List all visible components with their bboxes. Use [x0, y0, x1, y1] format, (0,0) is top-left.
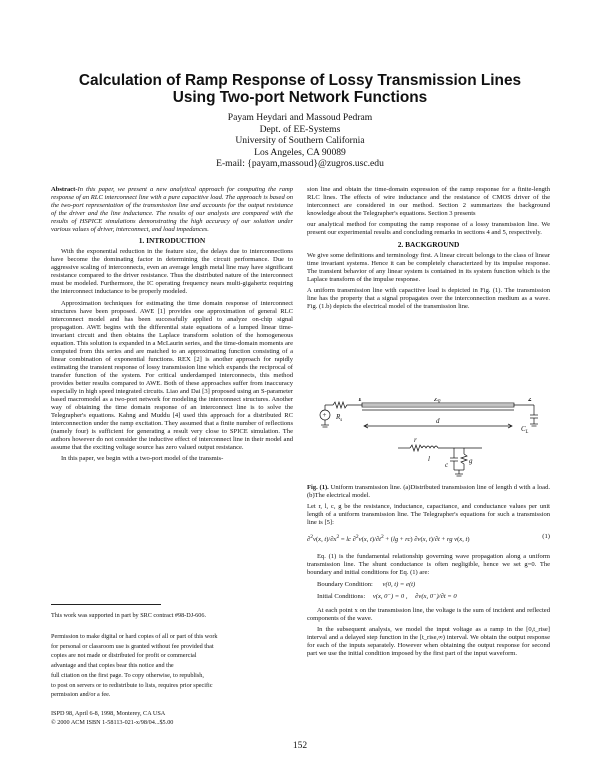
- node-2-label: 2: [528, 398, 532, 403]
- support-footnote: This work was supported in part by SRC contract #98-DJ-606.: [51, 612, 207, 619]
- intro-heading: 1. INTRODUCTION: [138, 236, 206, 246]
- figure-1-circuit: [314, 398, 550, 478]
- parameters-paragraph: Let r, l, c, g be the resistance, inductance, capacitance, and conductance values per unit length of a uniform transmission line. The Telegrapher's equations for such a transmission line is [5]:: [307, 503, 550, 527]
- left-column: [51, 186, 293, 467]
- permission-line: for personal or classroom use is granted without fee provided that: [51, 642, 214, 650]
- node-1-label: 1: [358, 398, 362, 403]
- intro-continuation-2: our analytical method for computing the ramp response of a lossy transmission line. We present our experimental results and concluding remarks in sections 4 and 5, respectively.: [307, 221, 550, 237]
- title-line-1: Calculation of Ramp Response of Lossy Transmission Lines: [78, 72, 522, 89]
- intro-paragraph-1: With the exponential reduction in the feature size, the delays due to interconnections have become the dominating factor in determining the circuit performance. Due to aggressive scaling of interconnects, even an average length metal line may have significant resistance compared to the driver resistance. Thus the distributed nature of the interconnect must be modeled. Furthermore, the IC operating frequency nears multi-gigahertz requiring the interconnect inductance to be properly modeled.: [51, 248, 293, 296]
- permission-line: permission and/or a fee.: [51, 691, 111, 699]
- permission-notice: [51, 632, 293, 700]
- wave-paragraph: At each point x on the transmission line, the voltage is the sum of incident and reflected components of the wave.: [307, 606, 550, 622]
- g-label: g: [469, 457, 473, 465]
- background-paragraph-2: A uniform transmission line with capacitive load is depicted in Fig. (1). The transmission line has the property that a signal propagates over the interconnection medium as a wave. Fig. (1.b) depicts the electrical model of the transmission line.: [307, 287, 550, 311]
- rs-label-main: R: [336, 413, 341, 421]
- author-university: University of Southern California: [235, 135, 365, 147]
- paper-title: [0, 72, 600, 106]
- cl-label-sub: L: [525, 430, 529, 435]
- bc-label: Boundary Condition:: [317, 580, 373, 588]
- right-column-top: [307, 186, 550, 315]
- caption-text: Uniform transmission line. (a)Distributed transmission line of length d with a load. (b)The electrical model.: [307, 484, 550, 499]
- equation-1-number: (1): [542, 532, 550, 540]
- figure-1-caption: [307, 484, 550, 500]
- abstract: [51, 186, 293, 234]
- z0-label-sub: 0: [437, 399, 441, 405]
- caption-label: Fig. (1).: [307, 484, 329, 491]
- abstract-text: In this paper, we present a new analytical approach for computing the ramp response of an RLC interconnect line with a pure capacitive load. The approach is based on the two-port representation of the transmission line and accounts for the output resistance of the driver and the line inductance. The results of our analysis are compared with the results of HSPICE simulations demonstrating the high accuracy of our solution under various values of driver, interconnect, and load impedances.: [51, 186, 293, 233]
- cl-label-main: C: [521, 425, 526, 433]
- venue-line: ISPD 98, April 6-8, 1998, Monterey, CA USA: [51, 710, 166, 717]
- author-dept: Dept. of EE-Systems: [259, 123, 341, 135]
- background-paragraph-1: We give some definitions and terminology first. A linear circuit belongs to the class of linear time invariant systems. Hence it can be completely characterized by its impulse response. The transient behavior of any linear system is contained in its system function which is the Laplace transform of the impulse response.: [307, 251, 550, 283]
- r-label: r: [414, 436, 417, 444]
- permission-line: copies are not made or distributed for profit or commercial: [51, 652, 197, 660]
- initial-conditions: [317, 593, 550, 601]
- l-label: l: [428, 455, 430, 463]
- abstract-label: Abstract-: [51, 186, 78, 193]
- cl-label: [521, 425, 529, 435]
- intro-continuation: sion line and obtain the time-domain expression of the ramp response for a finite-length RLC lines. The effects of wire inductance and the resistance of CMOS driver of the interconnect are considered in our method. Section 2 summarizes the background knowledge about the Telegrapher's equations. Section 3 presents: [307, 186, 550, 217]
- conductance-g-icon: [461, 454, 467, 470]
- rs-label: [335, 413, 342, 423]
- footnote-divider: [51, 604, 161, 605]
- length-d-label: d: [436, 417, 440, 425]
- ic-label: Initial Conditions:: [317, 592, 366, 600]
- ic-expression-1: v(x, 0⁻) = 0 ,: [372, 592, 408, 600]
- ic-expression-2: ∂v(x, 0⁻)/∂t = 0: [415, 592, 457, 600]
- bc-expression: v(0, t) = e(t): [382, 580, 416, 588]
- ramp-paragraph: In the subsequent analysis, we model the input voltage as a ramp in the [0,t_rise] interval and a delayed step function in the [t_rise,∞) interval. We obtain the output response for each of the inputs separately. However when obtaining the output response for second part we use the initial condition imposed by the first part of the input waveform.: [307, 626, 550, 658]
- equation-1-paragraph: Eq. (1) is the fundamental relationship governing wave propagation along a uniform transmission line. The shunt conductance is often negligible, hence we set g=0. The boundary and initial conditions for Eq. (1) are:: [307, 552, 550, 576]
- z0-label-main: Z: [434, 398, 438, 403]
- intro-paragraph-2: Approximation techniques for estimating the time domain response of interconnect structures have been proposed. AWE [1] provides one approximation of general RLC interconnect model and has been successfully applied to analyze on-chip signal propagation. AWE begins with the differential state equations of a lumped linear time-invariant circuit and then obtains the Laplace transform solution of the homogeneous equation. This solution is expanded in a McLaurin series, and the time-domain moments are computed from this series and are matched to an approximating function consisting of a linear combination of exponential functions. REX [2] is another approach for rapidly estimating the transient response of lossy transmission line which expands the reciprocal of transfer function of the system. For critical underdamped interconnects, this method provides better results compared to AWE. Both of these approaches suffer from inaccuracy especially in high speed integrated circuits. Liao and Dai [3] proposed using an S-parameter based macromodel as a two-port network for modeling the interconnect structures. Another way of obtaining the time domain response of an interconnect line is to solve the Telegrapher's equations. Kahng and Muddu [4] used this approach for a distributed RC interconnection under the ramp excitation. They assumed that a finite number of reflections (namely four) is sufficient for generating a result very close to SPICE simulation. The authors however do not consider the inductive effect of interconnect line in their model and assume that the exciting voltage source has zero valued output resistance.: [51, 299, 293, 451]
- permission-line: Permission to make digital or hard copies of all or part of this work: [51, 633, 218, 640]
- c-label: c: [445, 461, 449, 469]
- page-number: 152: [292, 741, 308, 751]
- resistor-r-icon: [410, 445, 422, 451]
- permission-line: to post on servers or to redistribute to lists, requires prior specific: [51, 681, 213, 689]
- title-line-2: Using Two-port Network Functions: [172, 89, 428, 106]
- background-heading: 2. BACKGROUND: [397, 239, 460, 249]
- copyright-line: © 2000 ACM ISBN 1-58113-021-x/98/04...$5.00: [51, 719, 174, 726]
- source-plus-sign: +: [322, 411, 327, 419]
- equation-1: [307, 531, 550, 553]
- author-names: Payam Heydari and Massoud Pedram: [227, 112, 373, 123]
- author-city: Los Angeles, CA 90089: [254, 146, 346, 158]
- inductor-l-icon: [422, 446, 438, 448]
- author-email: E-mail: {payam,massoud}@zugros.usc.edu: [216, 158, 384, 170]
- boundary-condition: [317, 581, 550, 589]
- intro-paragraph-3: In this paper, we begin with a two-port model of the transmis-: [61, 455, 224, 463]
- permission-line: advantage and that copies bear this notice and the: [51, 662, 174, 670]
- equation-1-body: ∂$^2$v(x, $t)/\partial x^2$ = lc ∂$^2$v(x, $t)/\partial t^2 + (\lg + rc)$ ∂v(x, t)/∂t + rg v(x, t): [307, 533, 470, 543]
- author-block: [0, 112, 600, 170]
- rs-label-sub: s: [340, 418, 343, 423]
- right-column-bottom: [307, 484, 550, 662]
- permission-line: full citation on the first page. To copy otherwise, to republish,: [51, 671, 204, 679]
- venue-block: [51, 709, 293, 727]
